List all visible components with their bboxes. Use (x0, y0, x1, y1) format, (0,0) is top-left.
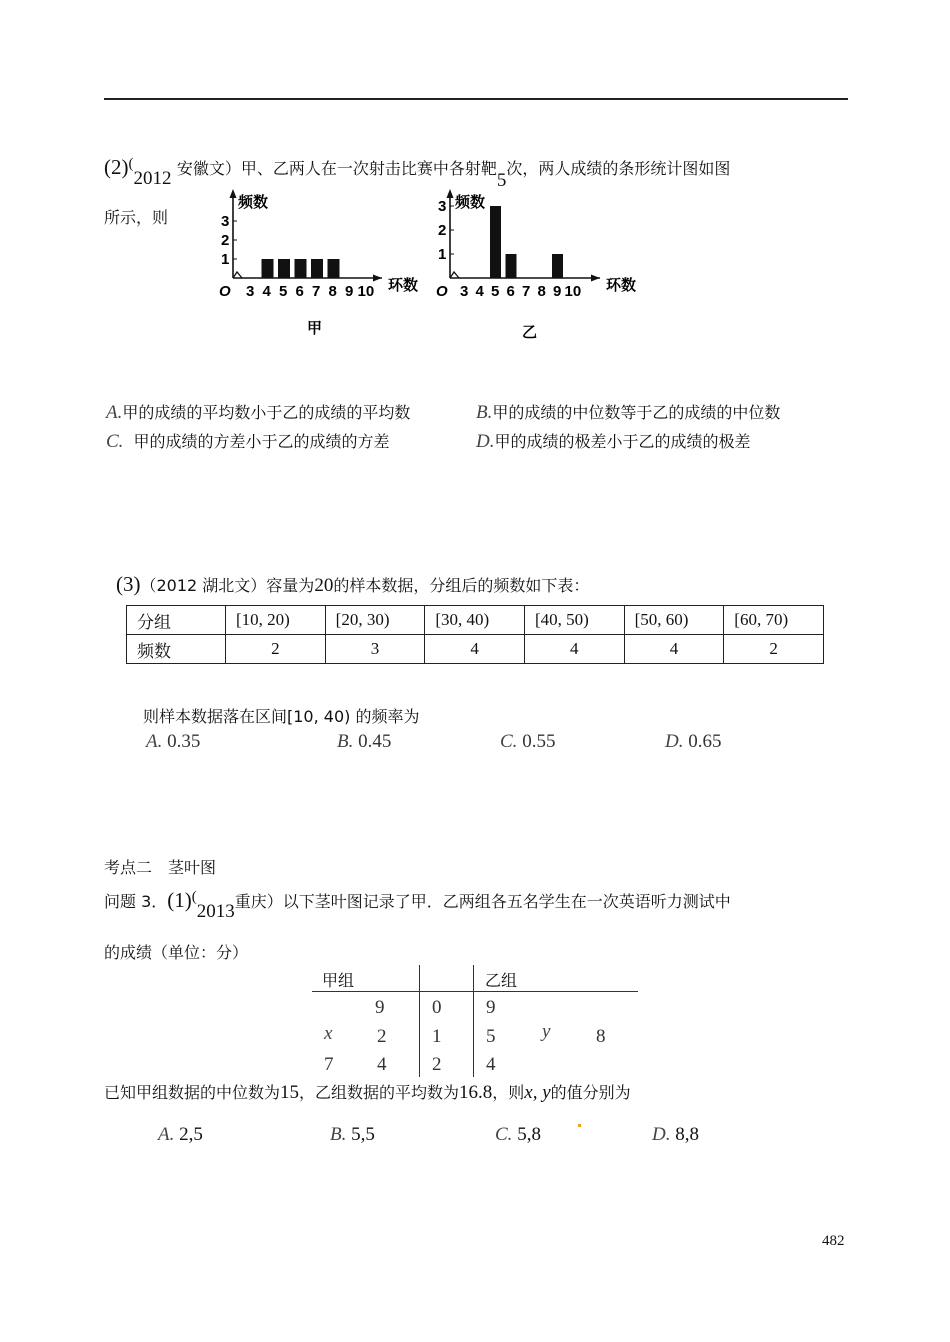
mean-value: 16.8 (459, 1082, 493, 1103)
y-tick-label: 1 (438, 246, 447, 263)
option-d-text: 8,8 (675, 1124, 699, 1145)
axis-break (233, 272, 242, 278)
bar (328, 259, 340, 278)
q2-line2: 所示，则 (104, 208, 169, 227)
x-tick-label: 6 (506, 283, 515, 300)
q3-number: (3) (116, 572, 141, 596)
q31-line2: 的成绩（单位：分） (104, 943, 249, 962)
table-row (127, 635, 824, 664)
freq-cell: 3 (325, 635, 425, 664)
q3-question: 则样本数据落在区间[10, 40) 的频率为 (143, 707, 420, 726)
y-axis-arrow (447, 189, 454, 198)
option-b-label: B. (476, 402, 493, 423)
leaf-left: 4 (377, 1054, 387, 1075)
x-tick-label: 8 (328, 283, 337, 300)
stem-leaf-header-rule (312, 991, 638, 992)
leaf-left: 7 (324, 1054, 334, 1075)
q3-option-c (500, 731, 555, 753)
option-b-text: 0.45 (358, 731, 392, 752)
q31-source: 重庆）以下茎叶图记录了甲．乙两组各五名学生在一次英语听力测试中 (234, 892, 731, 911)
leaf-right-var-y: y (542, 1021, 551, 1042)
freq-cell: 4 (624, 635, 724, 664)
stem-value: 1 (432, 1026, 442, 1047)
option-a-label: A. (158, 1124, 175, 1145)
option-c-label: C. (500, 731, 518, 752)
group-cell: [20, 30) (325, 606, 425, 635)
bar (506, 254, 517, 278)
leaf-right: 4 (486, 1054, 496, 1075)
bar (311, 259, 323, 278)
bar (295, 259, 307, 278)
option-c-text: 0.55 (522, 731, 556, 752)
bar (262, 259, 274, 278)
q2-count: 5 (496, 170, 507, 191)
y-axis-arrow (230, 189, 237, 198)
bar (490, 206, 501, 278)
x-tick-label: 7 (522, 283, 531, 300)
option-a-text: 2,5 (179, 1124, 203, 1145)
vars-xy: x, y (524, 1082, 551, 1103)
section-title: 考点二 茎叶图 (104, 858, 217, 877)
x-axis-label: 环数 (388, 277, 419, 294)
header-rule (104, 98, 848, 100)
given-text-c: ，则 (492, 1083, 525, 1102)
q31-option-a (158, 1124, 203, 1146)
y-tick-label: 3 (221, 213, 230, 230)
option-a-label: A. (146, 731, 163, 752)
y-tick-label: 2 (438, 222, 447, 239)
q3-source: （2012 湖北文）容量为 (140, 576, 315, 595)
leaf-left-var-x: x (324, 1023, 333, 1044)
group-cell: [60, 70) (724, 606, 824, 635)
stem-divider-left (419, 965, 420, 1077)
q2-number: (2) (104, 155, 129, 179)
x-tick-label: 5 (491, 283, 500, 300)
option-d-label: D. (476, 431, 495, 452)
leaf-left: 2 (377, 1026, 387, 1047)
freq-cell: 2 (226, 635, 326, 664)
q2-option-c (106, 429, 389, 453)
leaf-right: 8 (596, 1026, 606, 1047)
q31-given (104, 1080, 631, 1104)
frequency-table (126, 605, 824, 664)
right-group-header: 乙组 (485, 971, 518, 990)
median-value: 15 (280, 1082, 300, 1103)
table-row (127, 606, 824, 635)
q3-option-b (337, 731, 391, 753)
row-label-freq: 频数 (127, 635, 226, 664)
given-text-d: 的值分别为 (550, 1083, 631, 1102)
chart-caption: 甲 (307, 320, 323, 337)
x-tick-label: 3 (460, 283, 469, 300)
left-group-header: 甲组 (322, 971, 355, 990)
y-axis-label: 频数 (238, 194, 269, 211)
x-tick-label: 9 (553, 283, 562, 300)
origin-label: O (436, 283, 448, 300)
q3-text-end: 的样本数据，分组后的频数如下表： (333, 576, 590, 595)
y-tick-label: 3 (438, 198, 447, 215)
x-tick-label: 4 (475, 283, 484, 300)
x-axis-arrow (373, 275, 382, 282)
stem-divider-right (473, 965, 474, 1077)
group-cell: [40, 50) (524, 606, 624, 635)
x-tick-label: 10 (357, 283, 375, 300)
x-tick-label: 4 (262, 283, 271, 300)
given-text-a: 已知甲组数据的中位数为 (104, 1083, 281, 1102)
option-c-text: 甲的成绩的方差小于乙的成绩的方差 (133, 432, 390, 451)
option-c-label: C. (106, 431, 124, 452)
leaf-right: 9 (486, 997, 496, 1018)
axis-break (450, 272, 459, 278)
q3-option-d (665, 731, 721, 753)
q31-option-c (495, 1124, 541, 1146)
q2-source: 安徽文）甲、乙两人在一次射击比赛中各射靶 (176, 159, 497, 178)
stem-leaf-plot (312, 965, 640, 1077)
option-b-label: B. (337, 731, 354, 752)
option-d-text: 甲的成绩的极差小于乙的成绩的极差 (494, 432, 751, 451)
q31-prefix: 问题 3． (104, 892, 168, 911)
x-axis-label: 环数 (606, 277, 637, 294)
q2-option-a (106, 400, 410, 424)
option-d-label: D. (665, 731, 684, 752)
q31-number: (1) (167, 888, 192, 912)
x-tick-label: 6 (295, 283, 304, 300)
q2-text-end: 次，两人成绩的条形统计图如图 (506, 159, 731, 178)
origin-label: O (219, 283, 231, 300)
group-cell: [10, 20) (226, 606, 326, 635)
x-tick-label: 8 (537, 283, 546, 300)
q2-paren: ( (128, 156, 134, 172)
y-tick-label: 2 (221, 232, 230, 249)
chart-jia (210, 185, 419, 345)
stray-dot (578, 1124, 581, 1127)
q31-line1 (104, 888, 731, 923)
q3-option-a (146, 731, 200, 753)
y-tick-label: 1 (221, 251, 230, 268)
page-number: 482 (822, 1233, 845, 1249)
row-label-groups: 分组 (127, 606, 226, 635)
leaf-right: 5 (486, 1026, 496, 1047)
q31-option-b (330, 1124, 375, 1146)
freq-cell: 2 (724, 635, 824, 664)
option-c-text: 5,8 (517, 1124, 541, 1145)
option-d-label: D. (652, 1124, 671, 1145)
group-cell: [50, 60) (624, 606, 724, 635)
y-axis-label: 频数 (455, 194, 486, 211)
x-tick-label: 7 (312, 283, 321, 300)
q31-option-d (652, 1124, 699, 1146)
bar (552, 254, 563, 278)
option-b-label: B. (330, 1124, 347, 1145)
x-tick-label: 5 (279, 283, 288, 300)
stem-value: 0 (432, 997, 442, 1018)
freq-cell: 4 (524, 635, 624, 664)
freq-cell: 4 (425, 635, 525, 664)
group-cell: [30, 40) (425, 606, 525, 635)
leaf-left: 9 (375, 997, 385, 1018)
x-tick-label: 10 (564, 283, 582, 300)
option-a-text: 甲的成绩的平均数小于乙的成绩的平均数 (122, 403, 411, 422)
q2-year: 2012 (133, 168, 172, 189)
x-axis-arrow (591, 275, 600, 282)
option-a-text: 0.35 (167, 731, 201, 752)
q31-year: 2013 (196, 901, 235, 922)
x-tick-label: 9 (345, 283, 354, 300)
q2-option-d (476, 429, 751, 453)
bar (278, 259, 290, 278)
option-c-label: C. (495, 1124, 513, 1145)
chart-yi-group (436, 189, 636, 341)
given-text-b: ，乙组数据的平均数为 (299, 1083, 460, 1102)
stem-value: 2 (432, 1054, 442, 1075)
option-d-text: 0.65 (688, 731, 722, 752)
q2-option-b (476, 400, 780, 424)
option-a-label: A. (106, 402, 123, 423)
chart-caption: 乙 (522, 324, 538, 341)
q3-n: 20 (314, 575, 334, 596)
x-tick-label: 3 (246, 283, 255, 300)
q3-line1 (116, 572, 589, 597)
chart-jia-group (219, 189, 418, 337)
q31-paren: ( (191, 889, 197, 905)
option-b-text: 5,5 (351, 1124, 375, 1145)
option-b-text: 甲的成绩的中位数等于乙的成绩的中位数 (492, 403, 781, 422)
chart-yi (420, 185, 650, 345)
